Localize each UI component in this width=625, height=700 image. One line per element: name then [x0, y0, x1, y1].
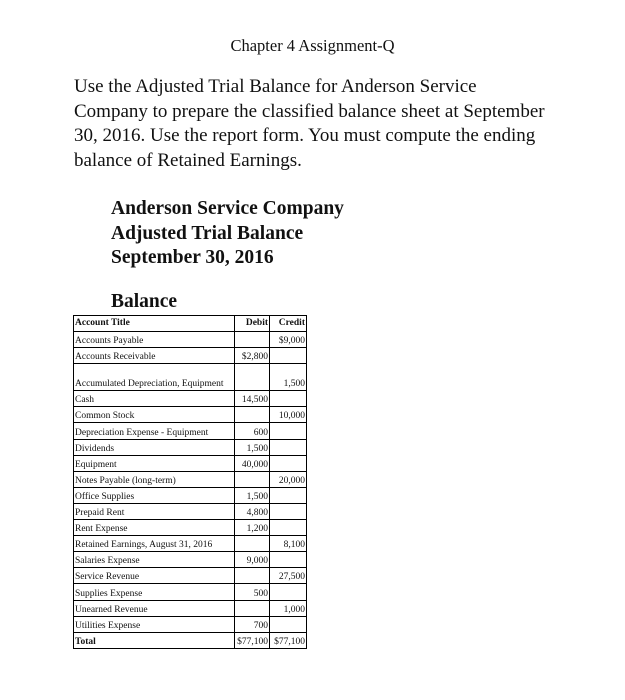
table-row: [74, 520, 307, 536]
debit-cell: 700: [235, 616, 270, 632]
table-row: [74, 584, 307, 600]
account-cell: Accounts Payable: [74, 332, 235, 348]
statement-name: Adjusted Trial Balance: [111, 222, 304, 244]
section-label: Balance: [111, 291, 178, 312]
statement-date: September 30, 2016: [111, 247, 274, 268]
total-credit-cell: $77,100: [270, 632, 307, 648]
account-cell: Common Stock: [74, 407, 235, 423]
debit-cell: 4,800: [235, 503, 270, 519]
table-row: [74, 455, 307, 471]
debit-cell: [235, 407, 270, 423]
account-cell: Utilities Expense: [74, 616, 235, 632]
total-label-cell: Total: [74, 632, 235, 648]
account-cell: Supplies Expense: [74, 584, 235, 600]
credit-cell: [270, 503, 307, 519]
table-header-row: [74, 316, 307, 332]
credit-cell: [270, 616, 307, 632]
debit-cell: [235, 332, 270, 348]
credit-cell: [270, 584, 307, 600]
debit-cell: 1,500: [235, 439, 270, 455]
table-row: [74, 536, 307, 552]
table-row: [74, 487, 307, 503]
account-cell: Depreciation Expense - Equipment: [74, 423, 235, 439]
report-header: [111, 197, 344, 271]
table-body: [74, 332, 307, 649]
table-row: [74, 332, 307, 348]
debit-cell: 1,200: [235, 520, 270, 536]
debit-cell: 40,000: [235, 455, 270, 471]
credit-cell: [270, 439, 307, 455]
debit-cell: 1,500: [235, 487, 270, 503]
debit-cell: [235, 568, 270, 584]
column-header-debit: Debit: [235, 316, 270, 332]
account-cell: Accumulated Depreciation, Equipment: [74, 364, 235, 391]
debit-cell: $2,800: [235, 348, 270, 364]
table-row: [74, 391, 307, 407]
account-cell: Equipment: [74, 455, 235, 471]
column-header-credit: Credit: [270, 316, 307, 332]
table-row: [74, 423, 307, 439]
company-name: Anderson Service Company: [111, 198, 344, 219]
debit-cell: [235, 471, 270, 487]
account-cell: Service Revenue: [74, 568, 235, 584]
debit-cell: 500: [235, 584, 270, 600]
credit-cell: 20,000: [270, 471, 307, 487]
table-row: [74, 471, 307, 487]
credit-cell: 1,500: [270, 364, 307, 391]
total-debit-cell: $77,100: [235, 632, 270, 648]
account-cell: Prepaid Rent: [74, 503, 235, 519]
trial-balance-table: [73, 315, 307, 649]
debit-cell: 9,000: [235, 552, 270, 568]
credit-cell: [270, 520, 307, 536]
table-row: [74, 616, 307, 632]
account-cell: Salaries Expense: [74, 552, 235, 568]
account-cell: Retained Earnings, August 31, 2016: [74, 536, 235, 552]
credit-cell: [270, 552, 307, 568]
credit-cell: 1,000: [270, 600, 307, 616]
account-cell: Accounts Receivable: [74, 348, 235, 364]
account-cell: Unearned Revenue: [74, 600, 235, 616]
debit-cell: [235, 536, 270, 552]
credit-cell: [270, 348, 307, 364]
credit-cell: $9,000: [270, 332, 307, 348]
table-row: [74, 600, 307, 616]
debit-cell: [235, 364, 270, 391]
debit-cell: [235, 600, 270, 616]
total-row: [74, 632, 307, 648]
credit-cell: 27,500: [270, 568, 307, 584]
account-cell: Office Supplies: [74, 487, 235, 503]
credit-cell: [270, 391, 307, 407]
table-row: [74, 439, 307, 455]
table-row: [74, 364, 307, 391]
table-row: [74, 552, 307, 568]
credit-cell: [270, 455, 307, 471]
debit-cell: 600: [235, 423, 270, 439]
credit-cell: [270, 423, 307, 439]
document-title: Chapter 4 Assignment-Q: [230, 36, 395, 55]
credit-cell: 10,000: [270, 407, 307, 423]
table-row: [74, 503, 307, 519]
debit-cell: 14,500: [235, 391, 270, 407]
credit-cell: 8,100: [270, 536, 307, 552]
table-row: [74, 568, 307, 584]
column-header-account: Account Title: [74, 316, 235, 332]
account-cell: Cash: [74, 391, 235, 407]
account-cell: Dividends: [74, 439, 235, 455]
account-cell: Notes Payable (long-term): [74, 471, 235, 487]
instructions-text: Use the Adjusted Trial Balance for Anderson Service Company to prepare the classified balance sheet at September 30, 2016. Use the report form. You must compute the ending balance of Retained Earnings.: [74, 76, 545, 171]
table-row: [74, 407, 307, 423]
credit-cell: [270, 487, 307, 503]
account-cell: Rent Expense: [74, 520, 235, 536]
table-row: [74, 348, 307, 364]
